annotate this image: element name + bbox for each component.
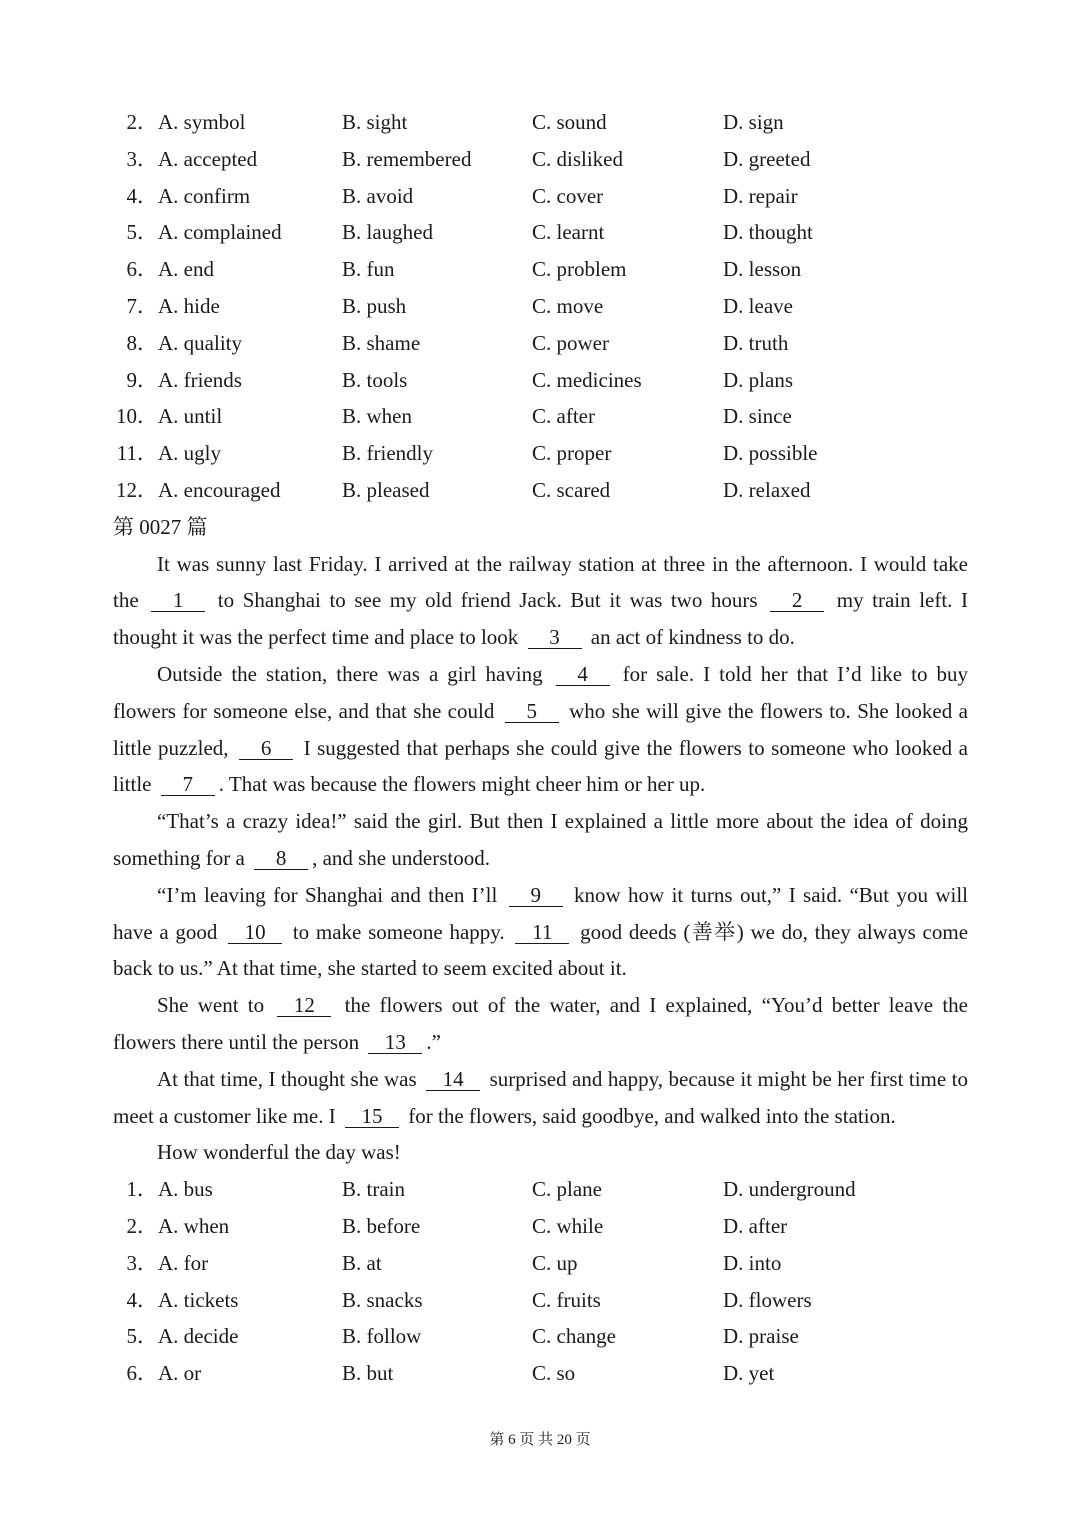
question-row	[113, 1318, 968, 1355]
option-c: C. power	[532, 330, 609, 355]
question-number: 11．	[116, 441, 158, 466]
passage-text: who she will give the flowers to. She looked a little puzzled,	[113, 698, 968, 760]
option-b: B. snacks	[342, 1287, 423, 1312]
question-row	[113, 325, 968, 362]
option-d: D. into	[723, 1250, 782, 1275]
cloze-passage	[113, 546, 968, 1172]
option-a: A. decide	[158, 1324, 239, 1349]
question-number: 8．	[126, 330, 158, 355]
passage-text: “I’m leaving for Shanghai and then I’ll	[157, 882, 505, 907]
blank: 6	[239, 737, 293, 760]
option-d: D. repair	[723, 183, 798, 208]
blank: 3	[528, 626, 582, 649]
question-number: 1．	[126, 1177, 158, 1202]
option-a: A. accepted	[158, 146, 258, 171]
passage-text: to make someone happy.	[286, 919, 512, 944]
question-row	[113, 1171, 968, 1208]
blank: 12	[277, 994, 331, 1017]
option-a: A. symbol	[158, 110, 246, 134]
option-c: C. while	[532, 1213, 604, 1238]
option-a: A. friends	[158, 367, 242, 392]
passage-paragraph	[113, 546, 968, 656]
question-row	[113, 362, 968, 399]
option-b: B. sight	[342, 110, 408, 134]
question-number: 6．	[126, 1361, 158, 1386]
option-a: A. end	[158, 257, 214, 282]
question-number: 9．	[126, 367, 158, 392]
passage-text: an act of kindness to do.	[585, 625, 795, 650]
question-row	[113, 104, 968, 141]
question-row	[113, 141, 968, 178]
option-b: B. pleased	[342, 477, 430, 502]
passage-text: . That was because the flowers might cheer him or her up.	[218, 772, 706, 797]
blank: 11	[515, 921, 569, 944]
option-c: C. after	[532, 404, 595, 429]
option-b: B. but	[342, 1361, 394, 1386]
question-number: 12．	[116, 477, 158, 502]
option-d: D. sign	[723, 110, 784, 134]
option-c: C. fruits	[532, 1287, 601, 1312]
question-number: 3．	[126, 146, 158, 171]
question-options	[113, 1171, 968, 1392]
option-d: D. flowers	[723, 1287, 812, 1312]
question-number: 6．	[126, 257, 158, 282]
blank: 14	[426, 1068, 480, 1091]
question-row	[113, 178, 968, 215]
passage-paragraph	[113, 1061, 968, 1135]
option-a: A. when	[158, 1213, 230, 1238]
question-row	[113, 1355, 968, 1392]
option-a: A. ugly	[158, 441, 221, 466]
option-c: C. cover	[532, 183, 604, 208]
passage-paragraph	[113, 1134, 968, 1171]
option-b: B. follow	[342, 1324, 422, 1349]
passage-paragraph	[113, 803, 968, 877]
page-content	[113, 104, 968, 1392]
option-b: B. at	[342, 1250, 382, 1275]
blank: 15	[345, 1105, 399, 1128]
option-c: C. move	[532, 293, 604, 318]
question-number: 5．	[126, 220, 158, 245]
passage-text: know how it turns out,” I said. “But you will have a good	[113, 882, 968, 944]
option-d: D. after	[723, 1213, 788, 1238]
option-a: A. tickets	[158, 1287, 239, 1312]
passage-text: surprised and happy, because it might be her first time to meet a customer like me. I	[113, 1066, 968, 1128]
passage-text: , and she understood.	[312, 845, 490, 870]
question-row	[113, 1245, 968, 1282]
blank: 2	[770, 589, 824, 612]
blank: 8	[254, 847, 308, 870]
passage-text: .”	[426, 1029, 441, 1054]
question-number: 2．	[126, 110, 158, 134]
question-row	[113, 1208, 968, 1245]
option-d: D. thought	[723, 220, 813, 245]
option-a: A. bus	[158, 1177, 213, 1202]
option-c: C. scared	[532, 477, 611, 502]
option-b: B. friendly	[342, 441, 433, 466]
option-c: C. change	[532, 1324, 616, 1349]
question-row	[113, 288, 968, 325]
passage-text: “That’s a crazy idea!” said the girl. But then I explained a little more about the idea of doing something for a	[113, 809, 968, 870]
question-number: 3．	[126, 1250, 158, 1275]
option-b: B. laughed	[342, 220, 433, 245]
blank: 5	[505, 700, 559, 723]
passage-paragraph	[113, 987, 968, 1061]
option-a: A. hide	[158, 293, 220, 318]
option-d: D. lesson	[723, 257, 802, 282]
passage-text: for sale. I told her that I’d like to buy flowers for someone else, and that she could	[113, 661, 968, 723]
option-b: B. shame	[342, 330, 421, 355]
question-row	[113, 472, 968, 509]
option-a: A. complained	[158, 220, 282, 245]
passage-text: Outside the station, there was a girl having	[157, 661, 552, 686]
question-row	[113, 398, 968, 435]
passage-text: good deeds (善举) we do, they always come back to us.” At that time, she started to seem excited about it.	[113, 919, 969, 981]
blank: 4	[556, 663, 610, 686]
option-c: C. learnt	[532, 220, 605, 245]
passage-text: to Shanghai to see my old friend Jack. But it was two hours	[209, 588, 767, 613]
blank: 1	[151, 589, 205, 612]
option-c: C. proper	[532, 441, 612, 466]
option-b: B. remembered	[342, 146, 472, 171]
page-footer: 第 6 页 共 20 页	[489, 1432, 591, 1448]
option-b: B. before	[342, 1213, 421, 1238]
passage-text: At that time, I thought she was	[157, 1066, 423, 1091]
question-row	[113, 435, 968, 472]
option-d: D. leave	[723, 293, 793, 318]
option-a: A. quality	[158, 330, 242, 355]
option-c: C. sound	[532, 110, 607, 134]
passage-text: for the flowers, said goodbye, and walked into the station.	[403, 1103, 896, 1128]
previous-question-options	[113, 104, 968, 509]
option-b: B. avoid	[342, 183, 414, 208]
question-number: 7．	[126, 293, 158, 318]
question-number: 4．	[126, 1287, 158, 1312]
option-d: D. yet	[723, 1361, 775, 1386]
option-c: C. problem	[532, 257, 627, 282]
blank: 7	[161, 773, 215, 796]
option-d: D. since	[723, 404, 792, 429]
passage-paragraph	[113, 877, 968, 987]
option-c: C. so	[532, 1361, 576, 1386]
passage-text: It was sunny last Friday. I arrived at the railway station at three in the afternoon. I would take the	[113, 551, 968, 613]
option-d: D. possible	[723, 441, 818, 466]
option-d: D. underground	[723, 1177, 856, 1202]
option-d: D. truth	[723, 330, 789, 355]
question-row	[113, 1282, 968, 1319]
passage-heading: 第 0027 篇	[113, 514, 208, 539]
option-c: C. medicines	[532, 367, 642, 392]
question-number: 2．	[126, 1213, 158, 1238]
passage-text: She went to	[157, 993, 274, 1018]
blank: 9	[509, 884, 563, 907]
question-row	[113, 214, 968, 251]
option-b: B. fun	[342, 257, 395, 282]
option-a: A. encouraged	[158, 477, 281, 502]
question-number: 5．	[126, 1324, 158, 1349]
option-d: D. relaxed	[723, 477, 811, 502]
question-number: 4．	[126, 183, 158, 208]
option-a: A. until	[158, 404, 223, 429]
blank: 10	[228, 921, 282, 944]
option-c: C. disliked	[532, 146, 624, 171]
option-d: D. plans	[723, 367, 793, 392]
question-number: 10．	[116, 404, 158, 429]
question-row	[113, 251, 968, 288]
option-c: C. plane	[532, 1177, 602, 1202]
passage-text: my train left. I thought it was the perfect time and place to look	[113, 588, 969, 650]
option-d: D. greeted	[723, 146, 811, 171]
passage-text: the flowers out of the water, and I explained, “You’d better leave the flowers there until the person	[113, 993, 969, 1054]
option-c: C. up	[532, 1250, 578, 1275]
option-b: B. tools	[342, 367, 408, 392]
option-a: A. or	[158, 1361, 202, 1386]
option-a: A. for	[158, 1250, 209, 1275]
option-b: B. when	[342, 404, 412, 429]
option-b: B. train	[342, 1177, 405, 1202]
passage-text: How wonderful the day was!	[157, 1140, 401, 1165]
passage-text: I suggested that perhaps she could give the flowers to someone who looked a little	[113, 735, 968, 797]
option-a: A. confirm	[158, 183, 251, 208]
blank: 13	[368, 1031, 422, 1054]
passage-paragraph	[113, 656, 968, 803]
option-d: D. praise	[723, 1324, 799, 1349]
option-b: B. push	[342, 293, 407, 318]
